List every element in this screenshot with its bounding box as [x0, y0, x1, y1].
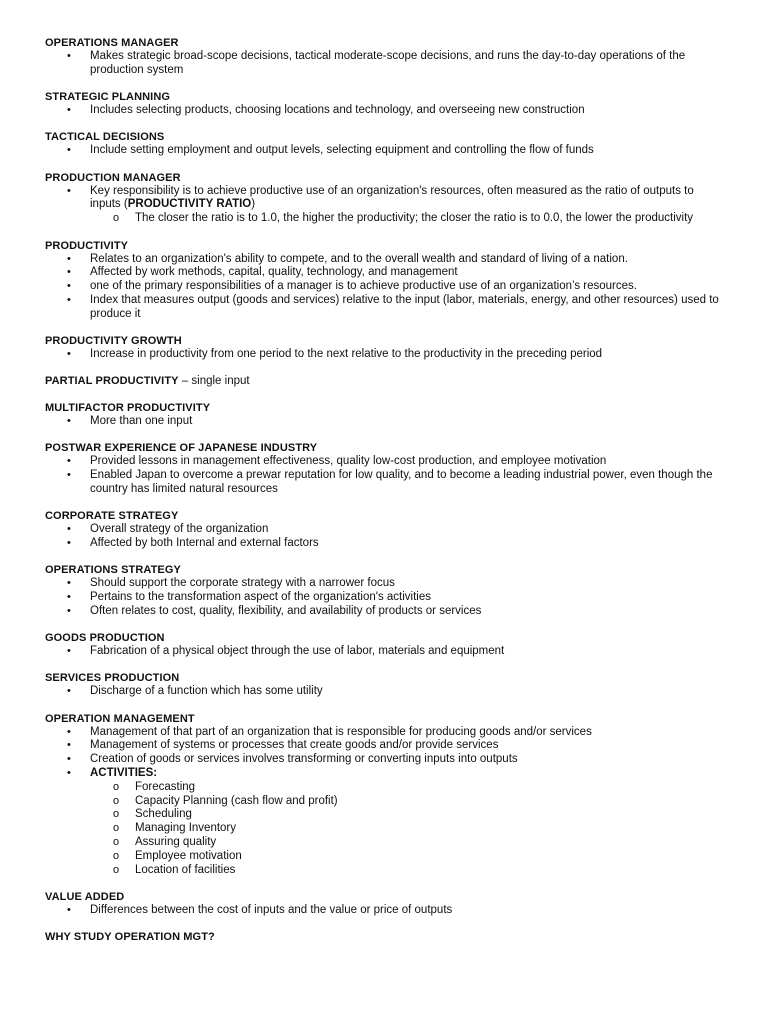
- bullet-item: [45, 537, 724, 551]
- bullet-list: [45, 645, 724, 659]
- section: [45, 509, 724, 551]
- sub-bullet-item: [45, 795, 724, 809]
- section-heading: OPERATIONS STRATEGY: [45, 564, 181, 577]
- bullet-item: [45, 50, 724, 78]
- bullet-item: [45, 469, 724, 497]
- bullet-item: [45, 266, 724, 280]
- sub-bullet-text: Location of facilities: [135, 863, 236, 876]
- bullet-text: Enabled Japan to overcome a prewar reputation for low quality, and to become a leading industrial power, even though the country has limited natural resources: [90, 468, 713, 495]
- bullet-item: [45, 253, 724, 267]
- section: [45, 712, 724, 878]
- section-heading-line: [45, 171, 724, 185]
- bullet-dot-icon: •: [67, 685, 71, 698]
- bullet-dot-icon: •: [67, 266, 71, 279]
- bullet-dot-icon: •: [67, 50, 71, 62]
- section-heading-line: [45, 441, 724, 455]
- bullet-list: [45, 685, 724, 699]
- section-heading-line: [45, 631, 724, 645]
- sub-bullet-text: Scheduling: [135, 808, 192, 821]
- section: [45, 130, 724, 158]
- bullet-dot-icon: •: [67, 455, 71, 468]
- sub-bullet-item: [45, 808, 724, 822]
- section-heading: VALUE ADDED: [45, 890, 125, 903]
- section: [45, 930, 724, 944]
- sub-bullet-item: [45, 850, 724, 864]
- sub-bullet-item: [45, 836, 724, 850]
- section-heading-line: [45, 374, 724, 388]
- bullet-list: [45, 348, 724, 362]
- section: [45, 334, 724, 362]
- sub-bullet-text: Capacity Planning (cash flow and profit): [135, 794, 338, 807]
- hollow-circle-bullet-icon: o: [113, 822, 120, 835]
- bullet-dot-icon: •: [67, 577, 71, 590]
- section: [45, 171, 724, 226]
- bullet-list: [45, 415, 724, 429]
- bullet-dot-icon: •: [67, 144, 71, 157]
- bullet-text: Management of systems or processes that create goods and/or provide services: [90, 739, 499, 752]
- bullet-text: Management of that part of an organization that is responsible for producing goods and/or services: [90, 725, 592, 738]
- section-heading-line: [45, 930, 724, 944]
- section-heading: OPERATIONS MANAGER: [45, 37, 179, 49]
- bullet-list: [45, 523, 724, 551]
- bullet-dot-icon: •: [67, 184, 71, 197]
- bullet-dot-icon: •: [67, 903, 71, 916]
- section-heading: STRATEGIC PLANNING: [45, 91, 171, 104]
- bullet-item: [45, 739, 724, 753]
- section-heading: CORPORATE STRATEGY: [45, 510, 179, 523]
- section-heading-line: [45, 563, 724, 577]
- bullet-item: [45, 523, 724, 537]
- bullet-text: Overall strategy of the organization: [90, 523, 269, 536]
- bullet-item: [45, 294, 724, 322]
- section: [45, 401, 724, 429]
- bullet-text: Index that measures output (goods and services) relative to the input (labor, materials, energy, and other resources) used to produce it: [90, 293, 719, 320]
- section-heading-line: [45, 712, 724, 726]
- bullet-dot-icon: •: [67, 767, 71, 780]
- section-heading-line: [45, 334, 724, 348]
- section-heading: POSTWAR EXPERIENCE OF JAPANESE INDUSTRY: [45, 442, 318, 455]
- section-heading: PRODUCTIVITY: [45, 239, 129, 252]
- section-heading: PRODUCTION MANAGER: [45, 171, 181, 184]
- section: [45, 90, 724, 118]
- section-heading-line: [45, 890, 724, 904]
- bullet-item: [45, 605, 724, 619]
- hollow-circle-bullet-icon: o: [113, 808, 120, 821]
- bullet-text: Pertains to the transformation aspect of the organization's activities: [90, 590, 431, 603]
- hollow-circle-bullet-icon: o: [113, 849, 120, 862]
- bullet-dot-icon: •: [67, 523, 71, 536]
- bullet-text: More than one input: [90, 414, 193, 427]
- bullet-text: Affected by both Internal and external factors: [90, 536, 319, 549]
- bullet-text: Includes selecting products, choosing locations and technology, and overseeing new construction: [90, 104, 585, 117]
- sub-bullet-text: The closer the ratio is to 1.0, the higher the productivity; the closer the ratio is to 0.0, the lower the productivity: [135, 212, 694, 225]
- bullet-bold-text: PRODUCTIVITY RATIO: [127, 198, 252, 211]
- section: [45, 631, 724, 659]
- bullet-item: [45, 591, 724, 605]
- bullet-dot-icon: •: [67, 604, 71, 617]
- section-heading-line: [45, 509, 724, 523]
- bullet-list: [45, 104, 724, 118]
- bullet-item: [45, 104, 724, 118]
- section-heading: MULTIFACTOR PRODUCTIVITY: [45, 401, 211, 414]
- bullet-item: [45, 280, 724, 294]
- hollow-circle-bullet-icon: o: [113, 836, 120, 848]
- bullet-dot-icon: •: [67, 590, 71, 603]
- section: [45, 239, 724, 322]
- bullet-dot-icon: •: [67, 468, 71, 481]
- bullet-text: Increase in productivity from one period to the next relative to the productivity in the preceding period: [90, 348, 603, 361]
- sub-bullet-item: [45, 864, 724, 878]
- bullet-item: [45, 904, 724, 918]
- section-heading: TACTICAL DECISIONS: [45, 131, 165, 144]
- bullet-dot-icon: •: [67, 645, 71, 658]
- bullet-text: ): [251, 198, 256, 211]
- bullet-item: [45, 753, 724, 767]
- bullet-dot-icon: •: [67, 348, 71, 361]
- bullet-item: [45, 685, 724, 699]
- section: [45, 890, 724, 918]
- sub-bullet-text: Managing Inventory: [135, 822, 237, 835]
- bullet-dot-icon: •: [67, 252, 71, 265]
- section-heading-line: [45, 239, 724, 253]
- bullet-item: [45, 415, 724, 429]
- section-heading: WHY STUDY OPERATION MGT?: [45, 931, 215, 944]
- section: [45, 441, 724, 496]
- bullet-bold-text: ACTIVITIES:: [90, 767, 158, 780]
- bullet-item: [45, 348, 724, 362]
- bullet-dot-icon: •: [67, 293, 71, 306]
- heading-inline-text: – single input: [178, 375, 250, 388]
- bullet-text: Often relates to cost, quality, flexibility, and availability of products or services: [90, 604, 482, 617]
- bullet-dot-icon: •: [67, 414, 71, 427]
- bullet-text: Creation of goods or services involves transforming or converting inputs into outputs: [90, 753, 518, 766]
- bullet-text: Key responsibility is to achieve productive use of an organization's resources, often measured as the ratio of outputs to inputs (: [90, 184, 694, 211]
- hollow-circle-bullet-icon: o: [113, 780, 120, 793]
- bullet-text: Should support the corporate strategy with a narrower focus: [90, 577, 395, 590]
- bullet-text: Makes strategic broad-scope decisions, tactical moderate-scope decisions, and runs the day-to-day operations of the production system: [90, 50, 686, 76]
- hollow-circle-bullet-icon: o: [113, 794, 120, 807]
- bullet-text: Provided lessons in management effectiveness, quality low-cost production, and employee motivation: [90, 455, 607, 468]
- bullet-text: Relates to an organization's ability to compete, and to the overall wealth and standard of living of a nation.: [90, 252, 628, 265]
- hollow-circle-bullet-icon: o: [113, 863, 120, 876]
- sub-bullet-text: Assuring quality: [135, 836, 217, 848]
- bullet-text: Include setting employment and output levels, selecting equipment and controlling the flow of funds: [90, 144, 594, 157]
- bullet-list: [45, 50, 724, 78]
- hollow-circle-bullet-icon: o: [113, 212, 120, 225]
- sub-bullet-text: Employee motivation: [135, 849, 242, 862]
- section-heading-line: [45, 36, 724, 50]
- bullet-dot-icon: •: [67, 104, 71, 117]
- sub-bullet-text: Forecasting: [135, 780, 196, 793]
- bullet-dot-icon: •: [67, 280, 71, 293]
- bullet-text: Affected by work methods, capital, quality, technology, and management: [90, 266, 458, 279]
- bullet-list: [45, 144, 724, 158]
- section: [45, 563, 724, 618]
- section-heading-line: [45, 90, 724, 104]
- sub-bullet-item: [45, 781, 724, 795]
- section-heading: OPERATION MANAGEMENT: [45, 712, 195, 725]
- section-heading: GOODS PRODUCTION: [45, 632, 165, 645]
- section: [45, 671, 724, 699]
- bullet-text: Fabrication of a physical object through the use of labor, materials and equipment: [90, 645, 505, 658]
- bullet-item: [45, 577, 724, 591]
- section: [45, 36, 724, 78]
- bullet-item: [45, 767, 724, 781]
- bullet-item: [45, 726, 724, 740]
- bullet-dot-icon: •: [67, 739, 71, 752]
- bullet-item: [45, 185, 724, 213]
- bullet-list: [45, 577, 724, 618]
- bullet-list: [45, 904, 724, 918]
- bullet-list: [45, 726, 724, 878]
- section-heading-line: [45, 130, 724, 144]
- bullet-list: [45, 185, 724, 226]
- bullet-item: [45, 455, 724, 469]
- bullet-text: Differences between the cost of inputs and the value or price of outputs: [90, 903, 453, 916]
- sub-bullet-item: [45, 822, 724, 836]
- section-heading: SERVICES PRODUCTION: [45, 672, 180, 685]
- bullet-list: [45, 253, 724, 322]
- section: [45, 374, 724, 388]
- bullet-item: [45, 645, 724, 659]
- bullet-dot-icon: •: [67, 536, 71, 549]
- bullet-list: [45, 455, 724, 496]
- bullet-item: [45, 144, 724, 158]
- section-heading: PARTIAL PRODUCTIVITY: [45, 375, 179, 388]
- bullet-text: one of the primary responsibilities of a manager is to achieve productive use of an organization’s resources.: [90, 280, 637, 293]
- bullet-dot-icon: •: [67, 725, 71, 738]
- bullet-dot-icon: •: [67, 753, 71, 766]
- section-heading-line: [45, 401, 724, 415]
- section-heading: PRODUCTIVITY GROWTH: [45, 335, 182, 348]
- section-heading-line: [45, 671, 724, 685]
- bullet-text: Discharge of a function which has some utility: [90, 685, 323, 698]
- sub-bullet-item: [45, 212, 724, 226]
